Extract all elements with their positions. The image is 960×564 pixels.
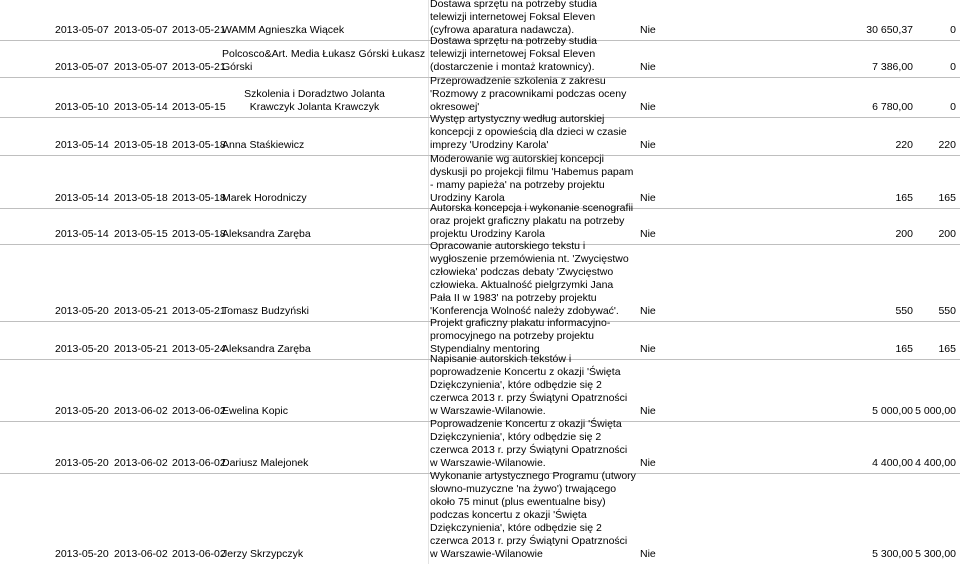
table-row <box>0 470 960 564</box>
table-row <box>0 240 960 322</box>
date-cell: 2013-05-20 <box>55 343 109 355</box>
flag-cell: Nie <box>640 228 656 240</box>
flag-cell: Nie <box>640 61 656 73</box>
amount2-cell: 220 <box>938 139 956 151</box>
flag-cell: Nie <box>640 24 656 36</box>
description-cell: Dostawa sprzętu na potrzeby studia telewizji internetowej Foksal Eleven (dostarczenie i montaż kratownicy). <box>430 35 597 73</box>
date-cell: 2013-06-02 <box>114 548 168 560</box>
amount2-cell: 0 <box>950 24 956 36</box>
date-cell: 2013-06-02 <box>172 405 226 417</box>
date-cell: 2013-06-02 <box>172 457 226 469</box>
description-cell: Wykonanie artystycznego Programu (utwory słowno-muzyczne 'na żywo') trwającego około 75 minut (plus ewentualne bisy) podczas koncertu z okazji 'Święta Dziękczynienia', które odbędzie się 2 czerwca 2013 r. przy Świątyni Opatrzności w Warszawie-Wilanowie <box>430 470 636 560</box>
date-cell: 2013-06-02 <box>114 405 168 417</box>
description-cell: Poprowadzenie Koncertu z okazji 'Święta Dziękczynienia', który odbędzie się 2 czerwca 2013 r. przy Świątyni Opatrzności w Warszawie-Wilanowie. <box>430 418 628 469</box>
description-cell: Napisanie autorskich tekstów i poprowadzenie Koncertu z okazji 'Święta Dziękczynienia', które odbędzie się 2 czerwca 2013 r. przy Świątyni Opatrzności w Warszawie-Wilanowie. <box>430 353 628 417</box>
amount-cell: 7 386,00 <box>872 61 913 73</box>
date-cell: 2013-06-02 <box>114 457 168 469</box>
contractor-cell: Aleksandra Zaręba <box>222 228 311 240</box>
amount2-cell: 165 <box>938 192 956 204</box>
date-cell: 2013-05-18 <box>114 192 168 204</box>
description-cell: Autorska koncepcja i wykonanie scenografii oraz projekt graficzny plakatu na potrzeby projektu Urodziny Karola <box>430 202 634 240</box>
amount-cell: 6 780,00 <box>872 101 913 113</box>
date-cell: 2013-05-18 <box>172 228 226 240</box>
date-cell: 2013-05-20 <box>55 405 109 417</box>
contractor-cell: Ewelina Kopic <box>222 405 288 417</box>
date-cell: 2013-06-02 <box>172 548 226 560</box>
amount2-cell: 165 <box>938 343 956 355</box>
amount2-cell: 0 <box>950 61 956 73</box>
flag-cell: Nie <box>640 192 656 204</box>
table-row <box>0 418 960 474</box>
table-row <box>0 75 960 118</box>
flag-cell: Nie <box>640 343 656 355</box>
contractor-cell: Marek Horodniczy <box>222 192 307 204</box>
amount2-cell: 0 <box>950 101 956 113</box>
flag-cell: Nie <box>640 139 656 151</box>
date-cell: 2013-05-24 <box>172 343 226 355</box>
amount2-cell: 5 300,00 <box>915 548 956 560</box>
flag-cell: Nie <box>640 101 656 113</box>
contractor-cell: Dariusz Malejonek <box>222 457 309 469</box>
flag-cell: Nie <box>640 457 656 469</box>
contractor-cell: WAMM Agnieszka Wiącek <box>222 24 345 36</box>
amount-cell: 200 <box>895 228 913 240</box>
flag-cell: Nie <box>640 405 656 417</box>
amount-cell: 220 <box>895 139 913 151</box>
date-cell: 2013-05-14 <box>55 192 109 204</box>
table-row <box>0 353 960 422</box>
date-cell: 2013-05-18 <box>172 192 226 204</box>
flag-cell: Nie <box>640 548 656 560</box>
date-cell: 2013-05-21 <box>114 343 168 355</box>
date-cell: 2013-05-21 <box>172 305 226 317</box>
date-cell: 2013-05-07 <box>114 61 168 73</box>
flag-cell: Nie <box>640 305 656 317</box>
contractor-cell: Aleksandra Zaręba <box>222 343 311 355</box>
date-cell: 2013-05-21 <box>172 24 226 36</box>
description-cell: Opracowanie autorskiego tekstu i wygłoszenie przemówienia nt. 'Zwycięstwo człowieka' podczas debaty 'Zwycięstwo człowieka. Aktualność pielgrzymki Jana Pała II w 1983' na potrzeby projektu 'Konferencja Wolność należy zdobywać'. <box>430 240 629 317</box>
date-cell: 2013-05-07 <box>55 24 109 36</box>
description-cell: Moderowanie wg autorskiej koncepcji dyskusji po projekcji filmu 'Habemus papam - mamy papieża' na potrzeby projektu Urodziny Karola <box>430 153 634 204</box>
amount-cell: 5 000,00 <box>872 405 913 417</box>
amount-cell: 4 400,00 <box>872 457 913 469</box>
date-cell: 2013-05-14 <box>55 139 109 151</box>
table-row <box>0 113 960 156</box>
date-cell: 2013-05-20 <box>55 305 109 317</box>
amount-cell: 165 <box>895 343 913 355</box>
date-cell: 2013-05-15 <box>172 101 226 113</box>
amount-cell: 165 <box>895 192 913 204</box>
contractor-cell: Polcosco&Art. Media Łukasz Górski Łukasz Górski <box>222 48 426 73</box>
table-row <box>0 35 960 78</box>
date-cell: 2013-05-20 <box>55 548 109 560</box>
date-cell: 2013-05-10 <box>55 101 109 113</box>
amount2-cell: 5 000,00 <box>915 405 956 417</box>
contractor-cell: Szkolenia i Doradztwo Jolanta Krawczyk Jolanta Krawczyk <box>244 88 385 113</box>
date-cell: 2013-05-20 <box>55 457 109 469</box>
amount-cell: 550 <box>895 305 913 317</box>
date-cell: 2013-05-14 <box>55 228 109 240</box>
date-cell: 2013-05-21 <box>114 305 168 317</box>
amount2-cell: 200 <box>938 228 956 240</box>
contractor-cell: Tomasz Budzyński <box>222 305 309 317</box>
description-cell: Występ artystyczny według autorskiej koncepcji z opowieścią dla dzieci w czasie imprezy 'Urodziny Karola' <box>430 113 627 151</box>
date-cell: 2013-05-15 <box>114 228 168 240</box>
amount-cell: 5 300,00 <box>872 548 913 560</box>
amount2-cell: 550 <box>938 305 956 317</box>
date-cell: 2013-05-14 <box>114 101 168 113</box>
date-cell: 2013-05-18 <box>172 139 226 151</box>
description-cell: Projekt graficzny plakatu informacyjno-promocyjnego na potrzeby projektu Stypendialny mentoring <box>430 317 611 355</box>
date-cell: 2013-05-07 <box>55 61 109 73</box>
description-cell: Przeprowadzenie szkolenia z zakresu 'Rozmowy z pracownikami podczas oceny okresowej' <box>430 75 627 113</box>
contractor-cell: Anna Staśkiewicz <box>222 139 305 151</box>
contractor-cell: Jerzy Skrzypczyk <box>222 548 304 560</box>
amount-cell: 30 650,37 <box>866 24 913 36</box>
date-cell: 2013-05-18 <box>114 139 168 151</box>
amount2-cell: 4 400,00 <box>915 457 956 469</box>
date-cell: 2013-05-21 <box>172 61 226 73</box>
date-cell: 2013-05-07 <box>114 24 168 36</box>
description-cell: Dostawa sprzętu na potrzeby studia telewizji internetowej Foksal Eleven (cyfrowa aparatura nadawcza). <box>430 0 597 36</box>
